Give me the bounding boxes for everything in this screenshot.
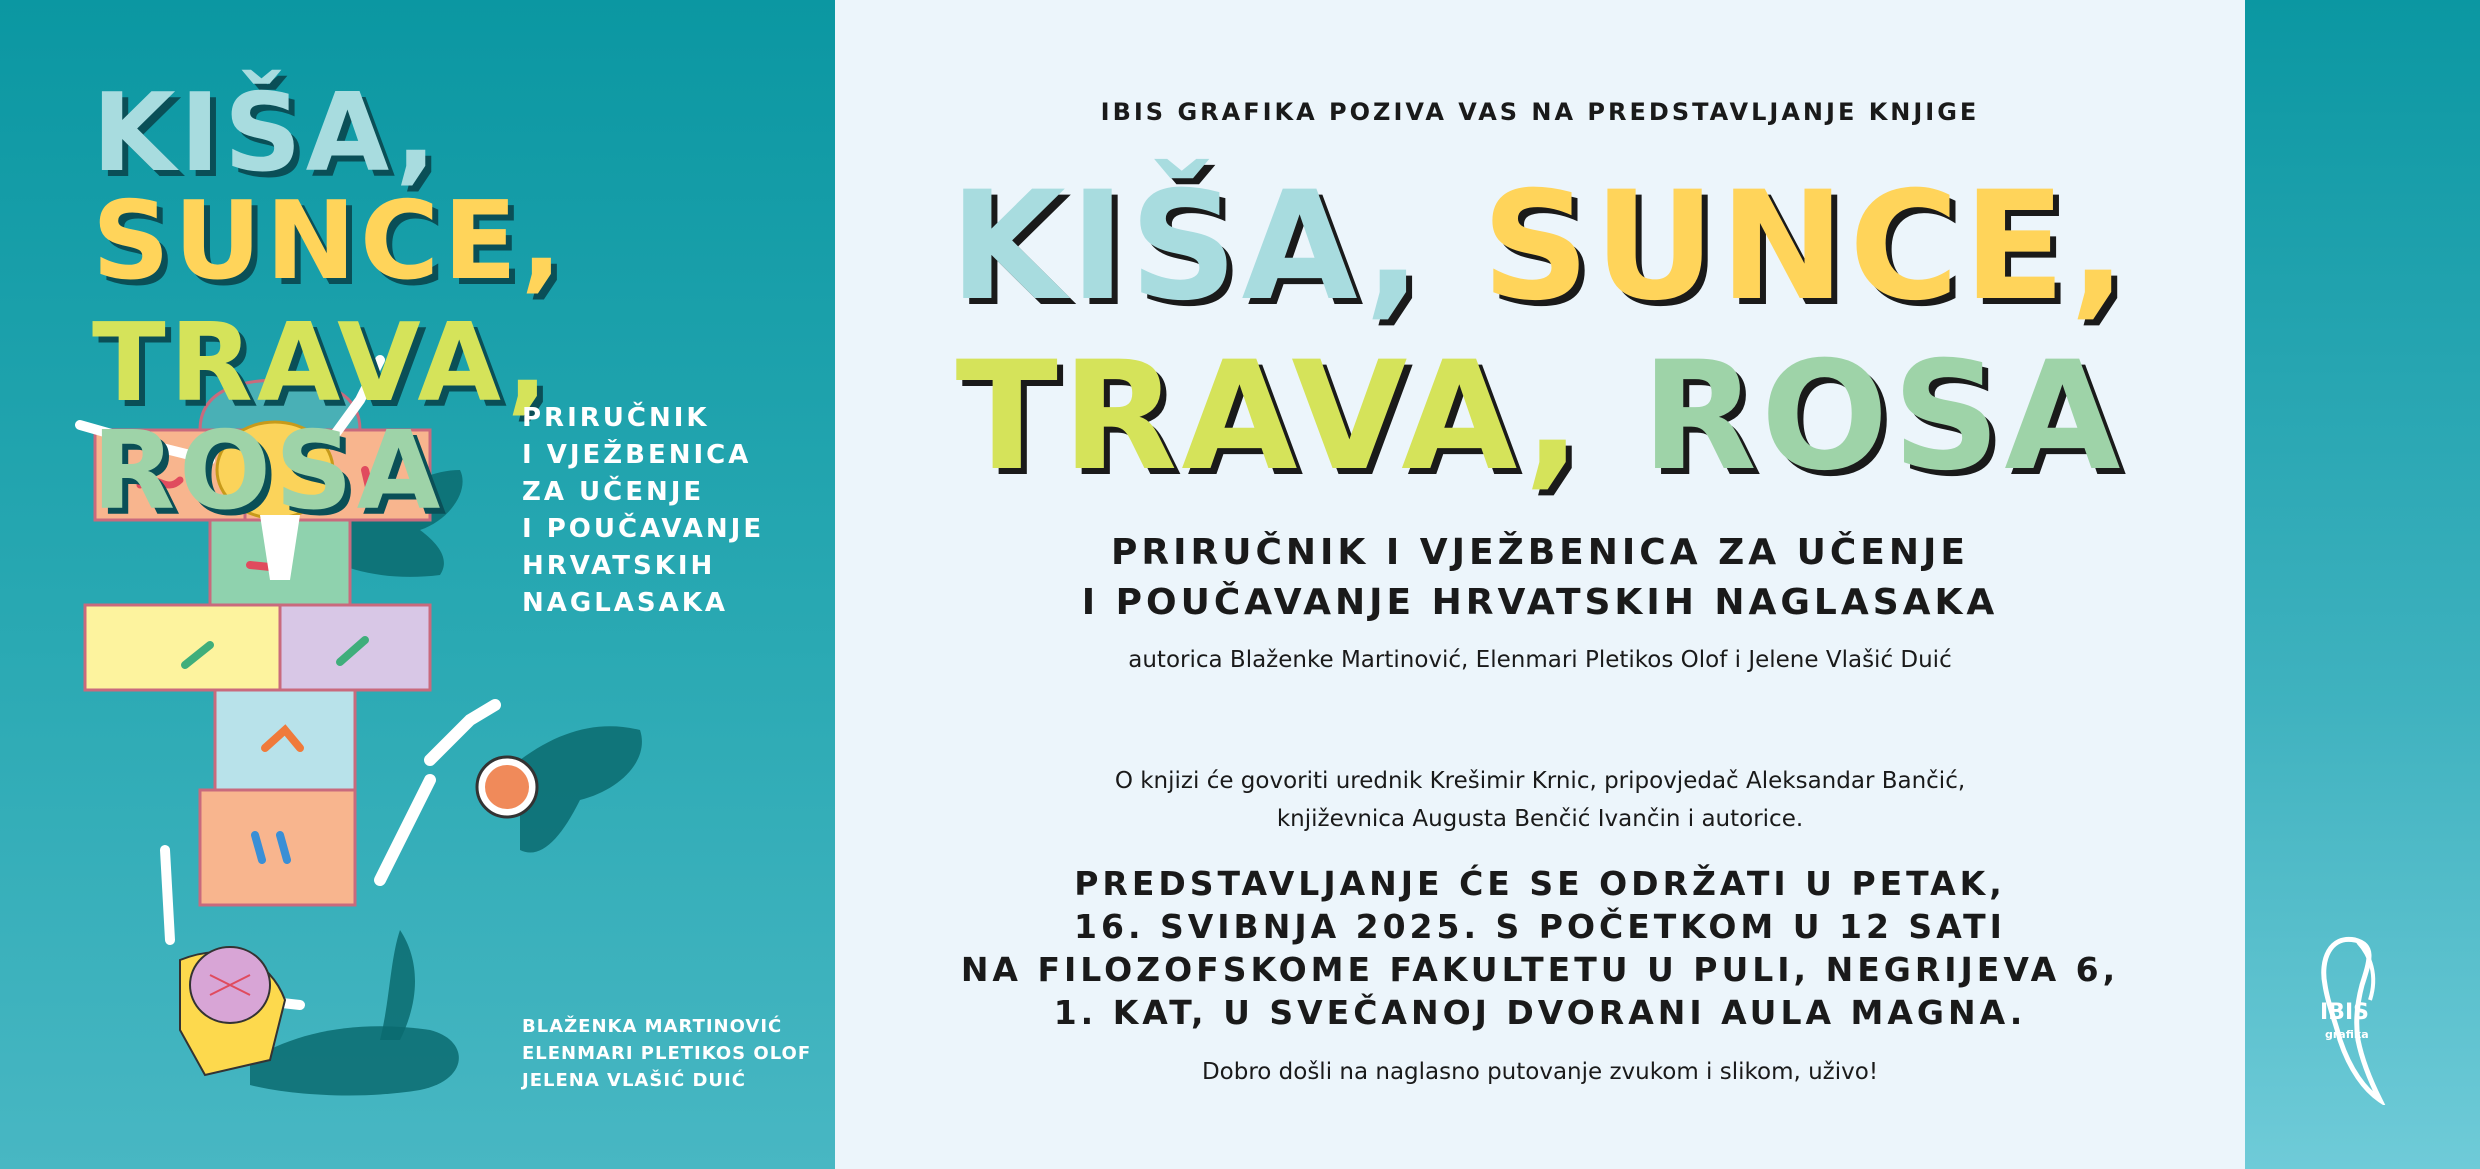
logo-sub: grafika — [2325, 1028, 2369, 1041]
title-word-sunce: SUNCE, — [92, 179, 566, 304]
title-word-rosa: ROSA — [1641, 330, 2125, 504]
cover-authors — [522, 1013, 811, 1094]
cover-subtitle — [522, 400, 764, 622]
title-word-trava: TRAVA, — [92, 301, 552, 426]
invitation-title — [835, 160, 2245, 512]
cover-subtitle-line: I VJEŽBENICA — [522, 440, 752, 470]
cover-subtitle-line: I POUČAVANJE — [522, 514, 765, 544]
invitation-subtitle — [835, 528, 2245, 628]
invitation-heading: IBIS GRAFIKA POZIVA VAS NA PREDSTAVLJANJE KNJIGE — [1100, 98, 1980, 126]
title-word-trava: TRAVA, — [955, 330, 1586, 504]
subtitle-line: I POUČAVANJE HRVATSKIH NAGLASAKA — [1081, 582, 1999, 623]
cover-author: ELENMARI PLETIKOS OLOF — [522, 1043, 812, 1064]
logo-name: IBIS — [2320, 1000, 2369, 1025]
title-word-rosa: ROSA — [92, 409, 445, 534]
event-line: 16. SVIBNJA 2025. S POČETKOM U 12 SATI — [1074, 907, 2006, 946]
cover-author: JELENA VLAŠIĆ DUIĆ — [522, 1070, 746, 1091]
authors-line: autorica Blaženke Martinović, Elenmari Pletikos Olof i Jelene Vlašić Duić — [1128, 647, 1952, 673]
title-word-kisa: KIŠA, — [949, 160, 1426, 334]
speakers-line: književnica Augusta Benčić Ivančin i autorice. — [1276, 806, 1804, 832]
event-line: NA FILOZOFSKOME FAKULTETU U PULI, NEGRIJEVA 6, — [960, 950, 2120, 989]
book-cover — [0, 0, 835, 1169]
cover-subtitle-line: PRIRUČNIK — [522, 403, 710, 433]
event-line: 1. KAT, U SVEČANOJ DVORANI AULA MAGNA. — [1053, 993, 2027, 1032]
cover-subtitle-line: HRVATSKIH — [522, 551, 716, 581]
title-word-kisa: KIŠA, — [92, 71, 441, 196]
speakers-line: O knjizi će govoriti urednik Krešimir Krnic, pripovjedač Aleksandar Bančić, — [1114, 768, 1966, 794]
welcome-text: Dobro došli na naglasno putovanje zvukom i slikom, uživo! — [1201, 1059, 1879, 1085]
cover-author: BLAŽENKA MARTINOVIĆ — [522, 1016, 783, 1037]
event-line: PREDSTAVLJANJE ĆE SE ODRŽATI U PETAK, — [1074, 864, 2006, 903]
event-details — [835, 862, 2245, 1034]
cover-subtitle-line: ZA UČENJE — [522, 477, 705, 507]
speakers-text — [835, 762, 2245, 838]
subtitle-line: PRIRUČNIK I VJEŽBENICA ZA UČENJE — [1111, 532, 1969, 573]
invitation-panel — [835, 0, 2245, 1169]
title-word-sunce: SUNCE, — [1481, 160, 2131, 334]
cover-subtitle-line: NAGLASAKA — [522, 588, 729, 618]
